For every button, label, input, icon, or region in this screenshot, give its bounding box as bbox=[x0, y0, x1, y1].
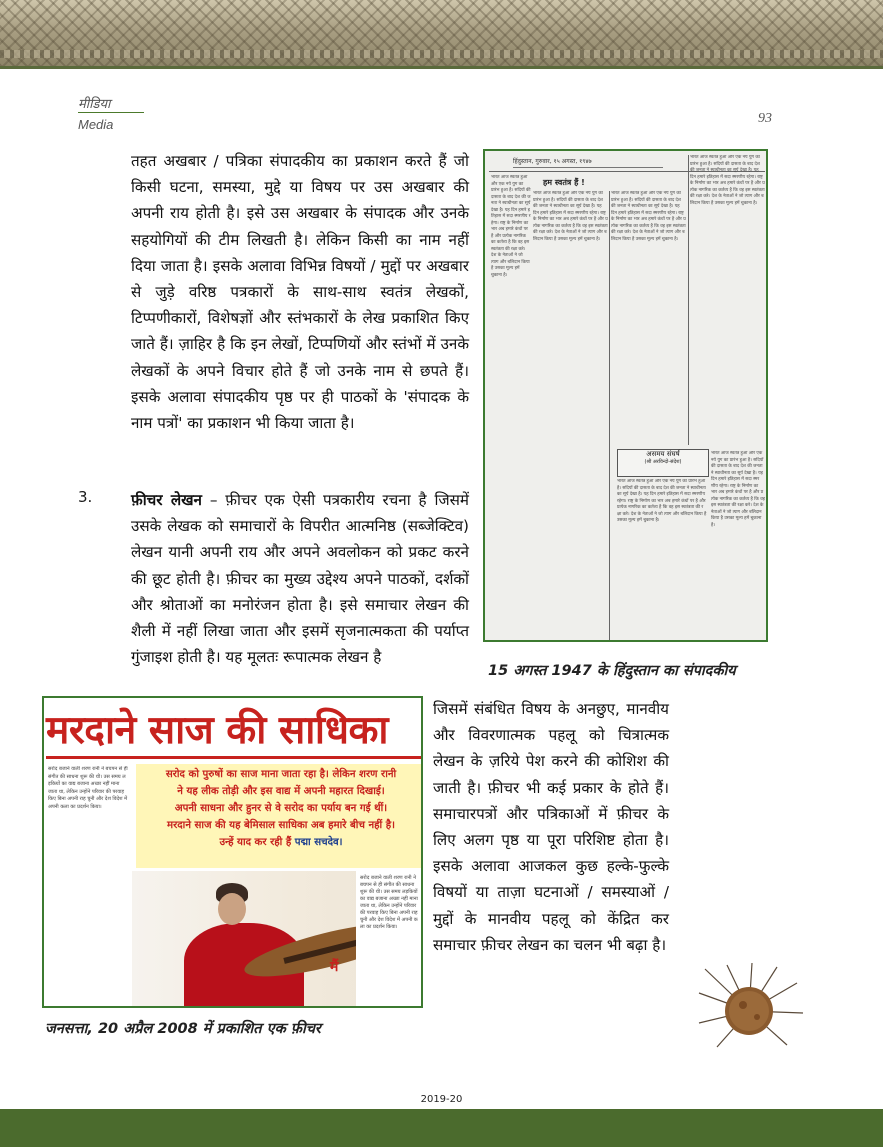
blurb-line: सरोद को पुरुषों का साज माना जाता रहा है। लेकिन शरण रानी bbox=[165, 769, 397, 780]
newspaper-column-text: भारत आज स्वतंत्र हुआ और एक नये युग का प्रारंभ हुआ है। सदियों की दासता के बाद देश की जनता ने स्वाधीनता का सूर्य देखा है। यह दिन हमारे इतिहास में सदा स्मरणीय रहेगा। राष्ट्र के निर्माण का भार अब हमारे कंधों पर है और प्रत्येक नागरिक का कर्तव्य है कि वह इस स्वतंत्रता की रक्षा करे। देश के नेताओं ने जो त्याग और बलिदान किया है उसका मूल्य हमें चुकाना है। bbox=[491, 175, 531, 278]
feature-paragraph bbox=[131, 487, 469, 670]
newspaper-column-rule bbox=[688, 155, 689, 445]
newspaper-box-title: असमय संघर्ष bbox=[646, 450, 680, 458]
main-column-lower bbox=[433, 696, 669, 958]
newspaper-column-text: भारत आज स्वतंत्र हुआ और एक नये युग का प्रारंभ हुआ है। सदियों की दासता के बाद देश की जनता ने स्वाधीनता का सूर्य देखा है। यह दिन हमारे इतिहास में सदा स्मरणीय रहेगा। राष्ट्र के निर्माण का भार अब हमारे कंधों पर है और प्रत्येक नागरिक का कर्तव्य है कि वह इस स्वतंत्रता की रक्षा करे। देश के नेताओं ने जो त्याग और बलिदान किया है उसका मूल्य हमें चुकाना है। bbox=[711, 451, 765, 528]
newspaper-column-text: भारत आज स्वतंत्र हुआ और एक नये युग का प्रारंभ हुआ है। सदियों की दासता के बाद देश की जनता ने स्वाधीनता का सूर्य देखा है। यह दिन हमारे इतिहास में सदा स्मरणीय रहेगा। राष्ट्र के निर्माण का भार अब हमारे कंधों पर है और प्रत्येक नागरिक का कर्तव्य है कि वह इस स्वतंत्रता की रक्षा करे। देश के नेताओं ने जो त्याग और बलिदान किया है उसका मूल्य हमें चुकाना है। bbox=[690, 155, 765, 206]
newspaper-column-text: भारत आज स्वतंत्र हुआ और एक नये युग का प्रारंभ हुआ है। सदियों की दासता के बाद देश की जनता ने स्वाधीनता का सूर्य देखा है। यह दिन हमारे इतिहास में सदा स्मरणीय रहेगा। राष्ट्र के निर्माण का भार अब हमारे कंधों पर है और प्रत्येक नागरिक का कर्तव्य है कि वह इस स्वतंत्रता की रक्षा करे। देश के नेताओं ने जो त्याग और बलिदान किया है उसका मूल्य हमें चुकाना है। bbox=[611, 191, 686, 242]
footer-year: 2019-20 bbox=[420, 1094, 463, 1105]
decorative-sun-ornament bbox=[697, 963, 807, 1049]
blurb-author: पद्मा सचदेव। bbox=[294, 837, 343, 848]
page-number: 93 bbox=[758, 111, 772, 126]
newspaper-masthead: हिंदुस्तान, गुरुवार, १५ अगस्त, १९४७ bbox=[513, 157, 663, 168]
newspaper-editorial-image bbox=[483, 149, 768, 642]
newspaper-box-subtitle: (श्री अरविन्दो-संदेश) bbox=[644, 459, 682, 465]
footer-band bbox=[0, 1109, 883, 1147]
feature-term: फ़ीचर लेखन bbox=[131, 491, 202, 509]
blurb-line: मरदाने साज की यह बेमिसाल साधिका अब हमारे बीच नहीं है। bbox=[167, 820, 395, 831]
photo-figure-head bbox=[218, 893, 246, 925]
newspaper-boxed-item bbox=[617, 449, 709, 477]
feature-dropcap: मैं bbox=[330, 959, 339, 975]
feature-continued-paragraph: जिसमें संबंधित विषय के अनछुए, मानवीय और विवरणात्मक पहलू को चित्रात्मक लेखन के ज़रिये पेश करने की कोशिश की जाती है। फ़ीचर भी कई प्रकार के होते हैं। समाचारपत्रों और पत्रिकाओं में फ़ीचर के लिए अलग पृष्ठ या पूरा परिशिष्ट होता है। इसके अलावा आजकल कुछ हल्के-फुल्के विषयों या ताज़ा घटनाओं / समस्याओं / मुद्दों के मानवीय पहलू को केंद्रित कर समाचार फ़ीचर लेखन का चलन भी बढ़ा है। bbox=[433, 700, 669, 954]
feature-blurb bbox=[136, 764, 423, 868]
list-number: 3. bbox=[78, 488, 93, 506]
header-rule bbox=[78, 112, 144, 113]
feature-headline: मरदाने साज की साधिका bbox=[46, 708, 389, 753]
newspaper-editorial-title: हम स्वतंत्र हैं ! bbox=[543, 178, 585, 187]
musician-photo bbox=[132, 871, 423, 1007]
newspaper-column-divider bbox=[521, 175, 529, 635]
newspaper-column-text: भारत आज स्वतंत्र हुआ और एक नये युग का प्रारंभ हुआ है। सदियों की दासता के बाद देश की जनता ने स्वाधीनता का सूर्य देखा है। यह दिन हमारे इतिहास में सदा स्मरणीय रहेगा। राष्ट्र के निर्माण का भार अब हमारे कंधों पर है और प्रत्येक नागरिक का कर्तव्य है कि वह इस स्वतंत्रता की रक्षा करे। देश के नेताओं ने जो त्याग और बलिदान किया है उसका मूल्य हमें चुकाना है। bbox=[617, 479, 707, 523]
newspaper-column-rule bbox=[609, 191, 610, 641]
section-title-hindi: मीडिया bbox=[78, 97, 111, 112]
section-title-english: Media bbox=[78, 117, 114, 132]
headline-rule bbox=[46, 756, 421, 759]
feature-body-text: सरोद बजाने वाली शरण रानी ने बचपन से ही संगीत की साधना शुरू की थी। उस समय लड़कियों का वाद्य बजाना अच्छा नहीं माना जाता था, लेकिन उन्होंने परिवार की परवाह किए बिना अपनी राह चुनी और देश विदेश में अपनी कला का प्रदर्शन किया। bbox=[48, 766, 128, 810]
editorial-paragraph: तहत अखबार / पत्रिका संपादकीय का प्रकाशन करते हैं जो किसी घटना, समस्या, मुद्दे या विषय पर उस अखबार की अपनी राय होती है। इसे उस अखबार के संपादक और उनके सहयोगियों की टीम लिखती है। लेकिन किसी का नाम नहीं दिया जाता है। इसके अलावा विभिन्न विषयों / मुद्दों पर अखबार से जुड़े वरिष्ठ पत्रकारों के साथ-साथ स्वतंत्र लेखकों, टिप्पणीकारों, विशेषज्ञों और स्तंभकारों के लेख प्रकाशित किए जाते हैं। ज़ाहिर है कि इन लेखों, टिप्पणियों और स्तंभों में उनके लेखकों के अपने विचार होते हैं जो उनके नाम से छपते हैं। इसके अलावा संपादकीय पृष्ठ पर ही पाठकों के 'संपादक के नाम पत्रों' का प्रकाशन भी किया जाता है। bbox=[131, 152, 469, 433]
feature-definition: – फ़ीचर एक ऐसी पत्रकारीय रचना है जिसमें उसके लेखक को समाचारों के विपरीत आत्मनिष्ठ (सब्जेक्टिव) लेखन यानी अपनी राय और अपने अवलोकन को प्रकट करने की छूट होती है। फ़ीचर का मुख्य उद्देश्य अपने पाठकों, दर्शकों और श्रोताओं का मनोरंजन होता है। इसे समाचार लेखन की शैली में नहीं लिखा जाता और इसमें सृजनात्मकता की पर्याप्त गुंजाइश होती है। यह मूलतः रूपात्मक लेखन है bbox=[131, 491, 469, 667]
blurb-line: अपनी साधना और हुनर से वे सरोद का पर्याय बन गई थीं। bbox=[174, 803, 388, 814]
main-column-upper bbox=[131, 148, 469, 436]
decorative-top-banner bbox=[0, 0, 883, 69]
feature-body-text: सरोद बजाने वाली शरण रानी ने बचपन से ही संगीत की साधना शुरू की थी। उस समय लड़कियों का वाद्य बजाना अच्छा नहीं माना जाता था, लेकिन उन्होंने परिवार की परवाह किए बिना अपनी राह चुनी और देश विदेश में अपनी कला का प्रदर्शन किया। bbox=[360, 875, 418, 930]
blurb-line: ने यह लीक तोड़ी और इस वाद्य में अपनी महारत दिखाई। bbox=[177, 786, 385, 797]
newspaper-feature-clipping bbox=[42, 696, 423, 1008]
blurb-line: उन्हें याद कर रही हैं bbox=[219, 837, 292, 848]
figure-caption-feature: जनसत्ता, 20 अप्रैल 2008 में प्रकाशित एक फ़ीचर bbox=[45, 1021, 321, 1037]
figure-caption-editorial: 15 अगस्त 1947 के हिंदुस्तान का संपादकीय bbox=[488, 663, 736, 679]
newspaper-column-text: भारत आज स्वतंत्र हुआ और एक नये युग का प्रारंभ हुआ है। सदियों की दासता के बाद देश की जनता ने स्वाधीनता का सूर्य देखा है। यह दिन हमारे इतिहास में सदा स्मरणीय रहेगा। राष्ट्र के निर्माण का भार अब हमारे कंधों पर है और प्रत्येक नागरिक का कर्तव्य है कि वह इस स्वतंत्रता की रक्षा करे। देश के नेताओं ने जो त्याग और बलिदान किया है उसका मूल्य हमें चुकाना है। bbox=[533, 191, 608, 242]
